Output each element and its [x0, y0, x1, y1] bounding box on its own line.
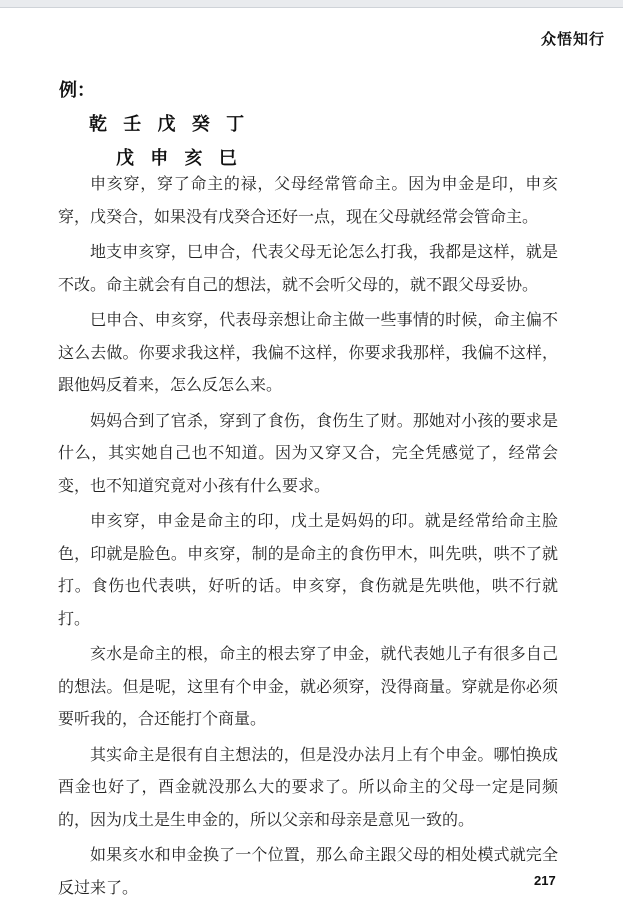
paragraph: 妈妈合到了官杀，穿到了食伤，食伤生了财。那她对小孩的要求是什么，其实她自己也不知道。因为又穿又合，完全凭感觉了，经常会变，也不知道究竟对小孩有什么要求。 — [58, 410, 558, 495]
running-header-title: 众悟知行 — [540, 30, 605, 48]
example-label: 例： — [59, 80, 95, 101]
paragraph: 申亥穿，申金是命主的印，戊土是妈妈的印。就是经常给命主脸色，印就是脸色。申亥穿，制的是命主的食伤甲木，叫先哄，哄不了就打。食伤也代表哄，好听的话。申亥穿，食伤就是先哄他，哄不行就打。 — [58, 511, 558, 628]
paragraph: 申亥穿，穿了命主的禄，父母经常管命主。因为申金是印，申亥穿，戊癸合，如果没有戊癸合还好一点，现在父母就经常会管命主。 — [58, 174, 558, 226]
body-text — [58, 168, 558, 907]
bazi-stems-line: 乾 壬 戊 癸 丁 — [89, 114, 250, 135]
paragraph: 地支申亥穿，巳申合，代表父母无论怎么打我，我都是这样，就是不改。命主就会有自己的想法，就不会听父母的，就不跟父母妥协。 — [58, 242, 558, 294]
page-number: 217 — [534, 873, 556, 888]
bazi-branches-line: 戊 申 亥 巳 — [116, 148, 242, 169]
paragraph: 巳申合、申亥穿，代表母亲想让命主做一些事情的时候，命主偏不这么去做。你要求我这样，我偏不这样，你要求我那样，我偏不这样，跟他妈反着来，怎么反怎么来。 — [58, 310, 558, 394]
paragraph: 其实命主是很有自主想法的，但是没办法月上有个申金。哪怕换成酉金也好了，酉金就没那么大的要求了。所以命主的父母一定是同频的，因为戊土是生申金的，所以父亲和母亲是意见一致的。 — [58, 744, 558, 829]
paragraph: 亥水是命主的根，命主的根去穿了申金，就代表她儿子有很多自己的想法。但是呢，这里有个申金，就必须穿，没得商量。穿就是你必须要听我的，合还能打个商量。 — [58, 644, 558, 728]
paragraph: 如果亥水和申金换了一个位置，那么命主跟父母的相处模式就完全反过来了。 — [58, 845, 558, 897]
page-top-edge — [0, 0, 623, 8]
